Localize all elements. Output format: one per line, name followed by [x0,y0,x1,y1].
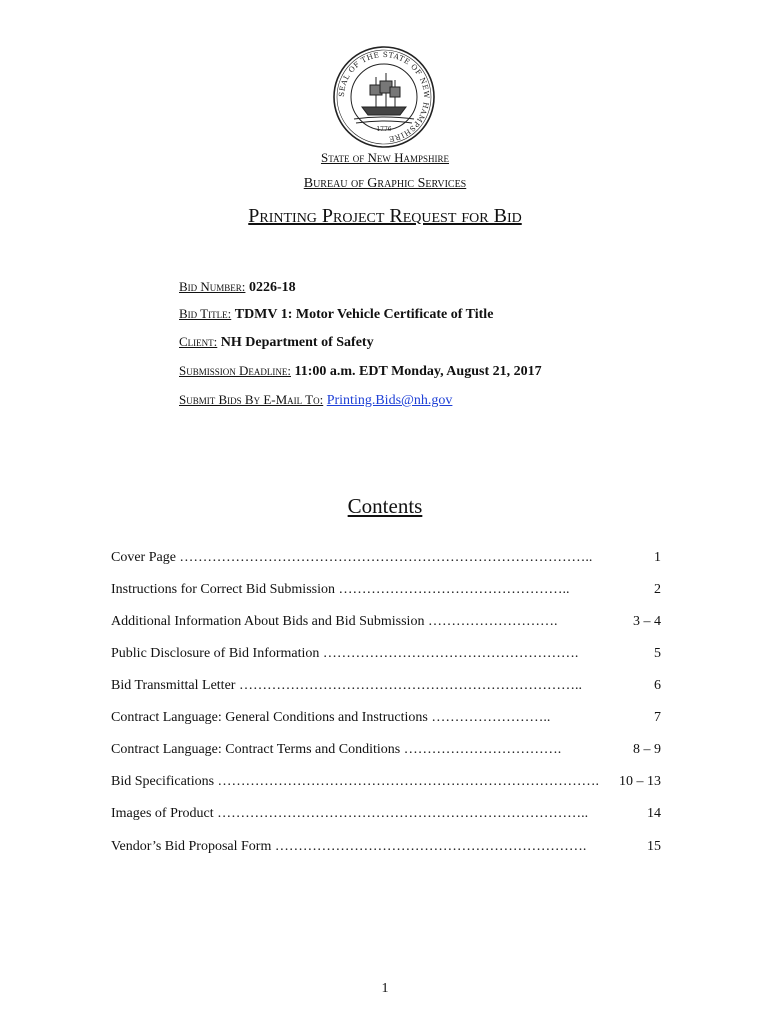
toc-entry-page: 8 – 9 [633,742,661,757]
toc-entry[interactable] [111,550,661,570]
submission-deadline-value: 11:00 a.m. EDT Monday, August 21, 2017 [294,364,542,379]
svg-text:1776: 1776 [376,126,392,133]
toc-entry-page: 15 [647,839,661,854]
toc-entry[interactable] [111,614,661,634]
toc-entry-title: Images of Product …………………………………………………………………….. [111,806,589,821]
toc-entry-title: Instructions for Correct Bid Submission ………………………………………….. [111,582,570,597]
state-heading: State of New Hampshire [320,150,450,165]
toc-entry-page: 7 [654,710,661,725]
toc-entry-page: 5 [654,646,661,661]
toc-entry-title: Bid Transmittal Letter ……………………………………………………………….. [111,678,582,693]
bid-number-label: Bid Number: [179,279,246,294]
toc-entry[interactable] [111,678,661,698]
bid-title-field [179,306,493,323]
toc-entry-title: Vendor’s Bid Proposal Form …………………………………………………………. [111,839,587,854]
submit-email-link[interactable]: Printing.Bids@nh.gov [326,393,453,408]
toc-entry-title: Cover Page …………………………………………………………………………….. [111,550,593,565]
page-number: 1 [381,981,389,996]
toc-entry-page: 1 [654,550,661,565]
document-title: Printing Project Request for Bid [248,205,522,227]
toc-entry[interactable] [111,710,661,730]
submit-email-field [179,392,452,409]
toc-entry-title: Contract Language: General Conditions and Instructions …………………….. [111,710,551,725]
bureau-heading: Bureau of Graphic Services [303,176,467,191]
state-seal-logo [332,45,436,149]
toc-entry[interactable] [111,774,661,794]
bid-title-value: TDMV 1: Motor Vehicle Certificate of Title [234,307,494,322]
toc-entry-title: Bid Specifications ………………………………………………………………………. [111,774,600,789]
client-label: Client: [179,334,218,349]
bid-title-label: Bid Title: [179,306,232,321]
submission-deadline-label: Submission Deadline: [179,363,291,378]
toc-entry-title: Contract Language: Contract Terms and Conditions ……………………………. [111,742,562,757]
toc-entry[interactable] [111,742,661,762]
toc-entry[interactable] [111,839,661,859]
bid-number-value: 0226-18 [248,280,296,295]
toc-entry[interactable] [111,646,661,666]
svg-text:SEAL OF THE STATE OF NEW HAMPS: SEAL OF THE STATE OF NEW HAMPSHIRE [336,49,432,144]
toc-entry-page: 10 – 13 [619,774,661,789]
toc-entry-page: 14 [647,806,661,821]
toc-entry-title: Additional Information About Bids and Bid Submission ………………………. [111,614,558,629]
toc-entry-page: 3 – 4 [633,614,661,629]
bid-number-field [179,279,296,296]
submission-deadline-field [179,363,542,380]
contents-heading: Contents [347,494,423,518]
toc-entry-title: Public Disclosure of Bid Information ………………………………………………. [111,646,579,661]
toc-entry[interactable] [111,806,661,826]
submit-email-label: Submit Bids By E-Mail To: [179,392,324,407]
toc-entry-page: 2 [654,582,661,597]
client-field [179,334,374,351]
client-value: NH Department of Safety [220,335,374,350]
toc-entry[interactable] [111,582,661,602]
toc-entry-page: 6 [654,678,661,693]
